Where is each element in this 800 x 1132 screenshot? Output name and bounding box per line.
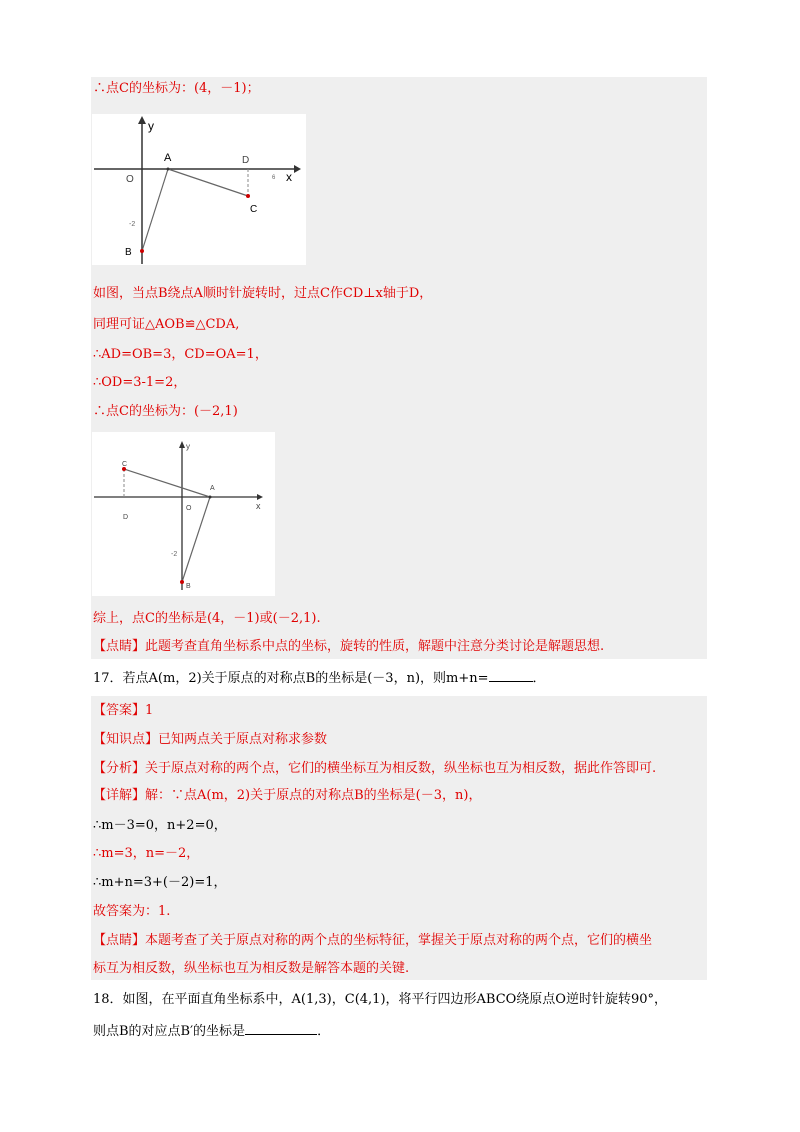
fig2-x-label: x [256,501,261,511]
text-od: ∴OD=3-1=2， [93,375,187,390]
fig2-d-label: D [123,514,129,521]
text-summary: 综上，点C的坐标是(4，－1)或(－2,1). [93,611,321,626]
answer-17: 【答案】1 [93,703,154,718]
figure-rotation-counterclockwise [92,432,275,596]
final-17: 故答案为：1. [93,904,171,919]
fig1-tick-6: 6 [272,175,276,181]
step-1-17: ∴m－3=0，n+2=0， [93,818,227,833]
knowledge-17: 【知识点】已知两点关于原点对称求参数 [93,732,328,747]
fig2-c-label: C [122,461,128,468]
figure-rotation-clockwise-1 [92,114,306,265]
fig2-y-label: y [186,442,190,451]
text-when-b-rotates: 如图，当点B绕点A顺时针旋转时，过点C作CD⊥x轴于D， [93,286,433,301]
text-prove-congruent: 同理可证△AOB≌△CDA, [93,317,240,332]
comment-17-line-1: 【点睛】本题考查了关于原点对称的两个点的坐标特征，掌握关于原点对称的两个点，它们的横坐 [93,933,653,948]
fig1-b-label: B [125,247,132,258]
fig1-tick-neg2: -2 [129,221,136,228]
answer-blank-18[interactable] [245,1022,317,1035]
comment-17-line-2: 标互为相反数，纵坐标也互为相反数是解答本题的关键. [93,961,410,976]
fig2-o-label: O [186,505,192,512]
text-ad-ob: ∴AD=OB=3，CD=OA=1， [93,347,268,362]
fig1-c-label: C [250,204,258,215]
question-18-text: 则点B的对应点B′的坐标是 [93,1024,246,1039]
fig1-d-label: D [242,155,250,166]
answer-blank-17[interactable] [489,669,533,682]
fig1-y-label: y [148,119,154,133]
step-3-17: ∴m+n=3+(－2)=1， [93,875,227,890]
step-2-17: ∴m=3，n=－2， [93,846,200,861]
question-18-end: ． [317,1024,331,1039]
fig1-x-label: x [286,170,292,184]
fig2-tick-neg2: -2 [171,551,178,558]
text-c-coordinate-2: ∴点C的坐标为：(－2,1) [93,404,238,419]
fig1-a-label: A [164,152,172,164]
detail-17: 【详解】解：∵点A(m，2)关于原点的对称点B的坐标是(－3，n)， [93,788,482,803]
analysis-17: 【分析】关于原点对称的两个点，它们的横坐标互为相反数，纵坐标也互为相反数，据此作答即可. [93,761,657,776]
question-17 [93,669,546,688]
fig1-o-label: O [126,174,134,185]
question-17-text: 17．若点A(m，2)关于原点的对称点B的坐标是(－3，n)，则m+n= [93,671,489,686]
question-17-end: ． [532,671,546,686]
question-18-line-2 [93,1022,330,1041]
fig2-a-label: A [210,485,215,492]
text-comment-top: 【点睛】此题考查直角坐标系中点的坐标，旋转的性质，解题中注意分类讨论是解题思想. [93,639,605,654]
fig2-b-label: B [186,583,191,590]
question-18-line-1: 18．如图，在平面直角坐标系中，A(1,3)，C(4,1)，将平行四边形ABCO绕原点O逆时针旋转90°， [93,992,667,1007]
text-c-coordinate-1: ∴点C的坐标为：(4，－1)； [93,81,260,96]
